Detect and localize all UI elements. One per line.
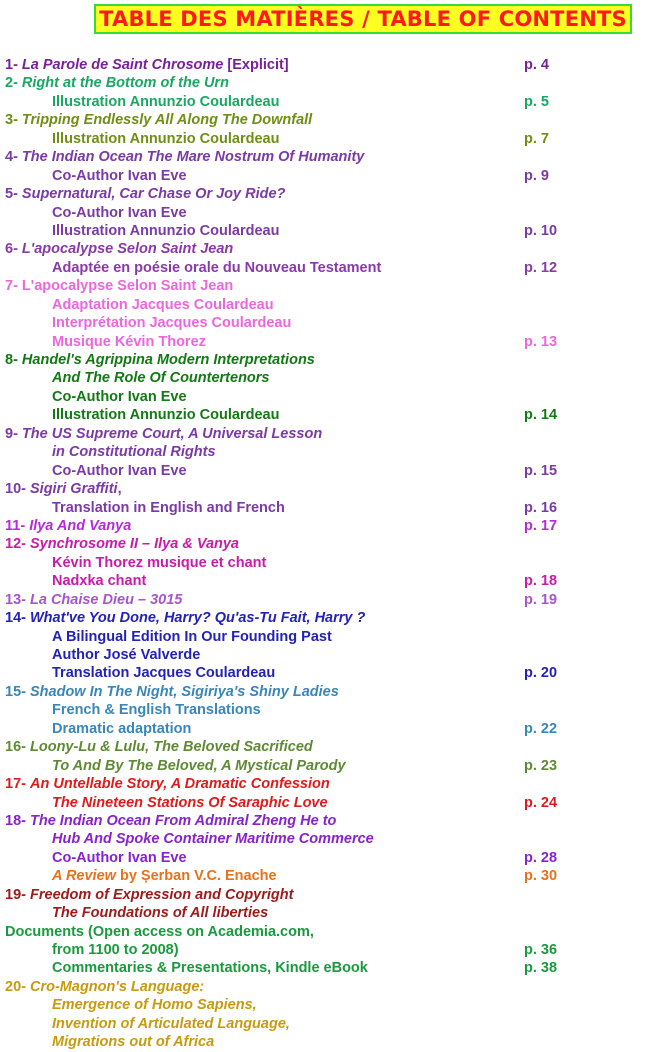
- toc-entry-part: 20-: [5, 978, 30, 995]
- toc-entry-part: Documents (Open access on Academia.com,: [5, 923, 314, 940]
- toc-entry-text: [5, 425, 322, 443]
- toc-entry-part: Dramatic adaptation: [52, 720, 192, 737]
- toc-entry-text: [5, 886, 293, 904]
- toc-entry-text: [52, 130, 279, 148]
- toc-line: [0, 628, 657, 646]
- toc-entry-part: Illustration Annunzio Coulardeau: [52, 407, 280, 424]
- toc-line: [0, 683, 657, 701]
- toc-line: [0, 738, 657, 756]
- toc-list: [0, 56, 657, 1052]
- toc-entry-text: [5, 775, 330, 793]
- toc-line: [0, 148, 657, 166]
- toc-entry-part: Co-Author Ivan Eve: [52, 462, 187, 479]
- toc-line: [0, 517, 657, 535]
- toc-entry-part: 9-: [5, 425, 22, 442]
- toc-entry-part: Ilya And Vanya: [29, 517, 132, 534]
- toc-entry-part: 6-: [5, 241, 22, 258]
- toc-page-number: p. 15: [524, 462, 558, 479]
- toc-line: [0, 664, 657, 682]
- toc-entry-part: The Nineteen Stations Of Saraphic Love: [52, 794, 328, 811]
- toc-page-number: p. 5: [524, 93, 549, 110]
- toc-line: [0, 591, 657, 609]
- toc-entry-part: Synchrosome II – Ilya & Vanya: [30, 536, 239, 553]
- toc-page-number: p. 30: [524, 868, 558, 885]
- toc-line: [0, 941, 657, 959]
- toc-entry-part: 18-: [5, 812, 30, 829]
- toc-entry-part: Illustration Annunzio Coulardeau: [52, 222, 280, 239]
- toc-line: [0, 74, 657, 92]
- toc-line: [0, 775, 657, 793]
- toc-line: [0, 130, 657, 148]
- toc-page-number: p. 22: [524, 720, 558, 737]
- toc-entry-part: Emergence of Homo Sapiens,: [52, 997, 257, 1014]
- toc-entry-part: Adaptation Jacques Coulardeau: [52, 296, 274, 313]
- toc-entry-part: L'apocalypse Selon Saint Jean: [21, 241, 234, 258]
- toc-entry-part: 19-: [5, 886, 30, 903]
- toc-entry-part: Co-Author Ivan Eve: [52, 849, 187, 866]
- toc-line: [0, 701, 657, 719]
- toc-line: [0, 996, 657, 1014]
- toc-entry-text: [5, 609, 365, 627]
- toc-entry-part: [Explicit]: [223, 57, 289, 73]
- toc-entry-text: [52, 314, 291, 332]
- toc-entry-part: 15-: [5, 683, 30, 700]
- toc-entry-part: 7- L'apocalypse Selon Saint Jean: [5, 278, 234, 295]
- toc-line: [0, 56, 657, 74]
- toc-line: [0, 425, 657, 443]
- toc-entry-part: Interprétation Jacques Coulardeau: [52, 315, 292, 332]
- toc-entry-text: [52, 959, 368, 977]
- toc-entry-part: 8-: [5, 352, 22, 368]
- toc-entry-part: Co-Author Ivan Eve: [52, 388, 187, 405]
- toc-line: [0, 646, 657, 664]
- toc-entry-part: 5-: [5, 186, 22, 203]
- toc-page-number: p. 28: [524, 849, 558, 866]
- toc-entry-text: [52, 1015, 290, 1033]
- toc-page-number: p. 10: [524, 222, 558, 239]
- toc-entry-part: French & English Translations: [52, 702, 261, 719]
- toc-line: [0, 222, 657, 240]
- toc-entry-part: Kévin Thorez musique et chant: [52, 554, 267, 571]
- toc-entry-part: And The Role Of Countertenors: [52, 370, 270, 387]
- toc-entry-part: Illustration Annunzio Coulardeau: [52, 93, 280, 110]
- toc-entry-text: [52, 794, 328, 812]
- toc-entry-text: [52, 664, 275, 682]
- toc-entry-part: Handel's Agrippina Modern Interpretations: [21, 352, 315, 368]
- toc-line: [0, 185, 657, 203]
- toc-line: [0, 462, 657, 480]
- toc-entry-part: The Indian Ocean From Admiral Zheng He to: [30, 812, 337, 829]
- toc-entry-text: [52, 296, 274, 314]
- toc-entry-text: [5, 111, 312, 129]
- toc-entry-part: ,: [117, 481, 122, 498]
- toc-entry-text: [52, 554, 266, 572]
- toc-entry-text: [5, 240, 233, 258]
- toc-entry-part: Migrations out of Africa: [52, 1034, 215, 1051]
- toc-line: [0, 259, 657, 277]
- toc-entry-text: [5, 517, 131, 535]
- toc-entry-part: Right at the Bottom of the Urn: [21, 75, 229, 92]
- toc-entry-part: by Șerban V.C. Enache: [115, 868, 277, 885]
- toc-entry-text: [52, 259, 381, 277]
- toc-entry-text: [5, 812, 336, 830]
- toc-line: [0, 720, 657, 738]
- toc-line: [0, 535, 657, 553]
- toc-entry-part: 4-: [5, 149, 22, 166]
- toc-line: [0, 277, 657, 295]
- toc-line: [0, 886, 657, 904]
- toc-entry-part: La Chaise Dieu – 3015: [30, 591, 183, 608]
- toc-entry-part: 1-: [5, 57, 22, 73]
- toc-line: [0, 849, 657, 867]
- toc-line: [0, 923, 657, 941]
- toc-entry-text: [5, 923, 314, 941]
- toc-line: [0, 1033, 657, 1051]
- toc-line: [0, 812, 657, 830]
- toc-entry-part: Co-Author Ivan Eve: [52, 204, 187, 221]
- toc-page-number: p. 4: [524, 57, 549, 73]
- toc-line: [0, 480, 657, 498]
- toc-line: [0, 369, 657, 387]
- toc-entry-text: [52, 167, 187, 185]
- toc-entry-text: [5, 591, 182, 609]
- toc-line: [0, 867, 657, 885]
- toc-entry-text: [52, 443, 216, 461]
- toc-page-number: p. 36: [524, 942, 558, 958]
- toc-entry-text: [52, 628, 332, 646]
- toc-line: [0, 296, 657, 314]
- toc-page-number: p. 18: [524, 573, 558, 590]
- toc-line: [0, 572, 657, 590]
- toc-entry-part: A Review: [52, 868, 116, 885]
- toc-entry-part: Nadxka chant: [52, 573, 147, 590]
- toc-entry-text: [52, 701, 261, 719]
- toc-entry-part: 17-: [5, 776, 30, 793]
- toc-entry-text: [5, 480, 122, 498]
- toc-entry-part: Cro-Magnon's Language:: [30, 978, 205, 995]
- toc-entry-part: Hub And Spoke Container Maritime Commerce: [52, 831, 374, 848]
- toc-entry-part: from 1100 to 2008): [52, 942, 179, 958]
- toc-page-number: p. 14: [524, 407, 558, 424]
- toc-entry-part: 16-: [5, 739, 30, 756]
- toc-entry-part: in Constitutional Rights: [52, 444, 216, 461]
- toc-entry-text: [52, 830, 374, 848]
- toc-entry-text: [52, 222, 279, 240]
- toc-entry-part: Adaptée en poésie orale du Nouveau Testament: [52, 259, 382, 276]
- toc-entry-part: To And By The Beloved, A Mystical Parody: [52, 757, 346, 774]
- toc-entry-part: 11-: [5, 517, 30, 534]
- toc-entry-text: [52, 941, 179, 959]
- toc-entry-part: What've You Done, Harry? Qu'as-Tu Fait, Harry ?: [30, 610, 366, 627]
- toc-line: [0, 978, 657, 996]
- toc-page-number: p. 17: [524, 517, 558, 534]
- toc-entry-part: The US Supreme Court, A Universal Lesson: [21, 425, 323, 442]
- toc-line: [0, 167, 657, 185]
- toc-entry-text: [52, 462, 187, 480]
- toc-entry-text: [52, 369, 270, 387]
- toc-entry-part: Commentaries & Presentations, Kindle eBook: [52, 960, 368, 977]
- toc-entry-part: Invention of Articulated Language,: [52, 1015, 290, 1032]
- toc-entry-part: Tripping Endlessly All Along The Downfall: [21, 112, 313, 129]
- toc-entry-text: [52, 849, 187, 867]
- toc-line: [0, 904, 657, 922]
- toc-page-number: p. 20: [524, 665, 558, 682]
- toc-page-number: p. 7: [524, 130, 549, 147]
- toc-entry-part: Musique Kévin Thorez: [52, 333, 206, 350]
- toc-entry-text: [52, 1033, 214, 1051]
- toc-entry-text: [52, 646, 200, 664]
- toc-entry-text: [5, 185, 285, 203]
- toc-page-number: p. 23: [524, 757, 558, 774]
- toc-page-number: p. 38: [524, 960, 558, 977]
- toc-entry-text: [52, 406, 279, 424]
- toc-entry-text: [52, 757, 346, 775]
- toc-line: [0, 443, 657, 461]
- toc-line: [0, 794, 657, 812]
- toc-entry-text: [5, 535, 239, 553]
- toc-page-number: p. 16: [524, 499, 558, 516]
- toc-entry-text: [5, 56, 289, 74]
- toc-entry-part: Illustration Annunzio Coulardeau: [52, 130, 280, 147]
- toc-entry-part: Co-Author Ivan Eve: [52, 167, 187, 184]
- toc-entry-text: [5, 683, 339, 701]
- toc-line: [0, 959, 657, 977]
- toc-entry-text: [52, 867, 277, 885]
- toc-line: [0, 554, 657, 572]
- toc-entry-text: [5, 978, 204, 996]
- toc-entry-part: 14-: [5, 610, 30, 627]
- toc-entry-part: 2-: [5, 75, 22, 92]
- toc-entry-text: [5, 74, 229, 92]
- toc-entry-part: An Untellable Story, A Dramatic Confession: [30, 776, 330, 793]
- toc-entry-part: Supernatural, Car Chase Or Joy Ride?: [21, 186, 286, 203]
- toc-line: [0, 1015, 657, 1033]
- toc-entry-part: The Foundations of All liberties: [52, 905, 269, 922]
- toc-entry-part: A Bilingual Edition In Our Founding Past: [52, 628, 332, 645]
- toc-page-number: p. 9: [524, 167, 549, 184]
- toc-entry-part: Freedom of Expression and Copyright: [30, 886, 294, 903]
- toc-entry-part: La Parole de Saint Chrosome: [21, 57, 224, 73]
- toc-line: [0, 240, 657, 258]
- toc-line: [0, 111, 657, 129]
- toc-entry-part: Translation Jacques Coulardeau: [52, 665, 276, 682]
- toc-entry-part: 10-: [5, 481, 30, 498]
- toc-entry-text: [52, 499, 285, 517]
- toc-entry-text: [52, 996, 257, 1014]
- toc-page-number: p. 12: [524, 259, 558, 276]
- toc-title: TABLE DES MATIÈRES / TABLE OF CONTENTS: [99, 7, 627, 31]
- toc-entry-part: Author José Valverde: [52, 647, 201, 663]
- toc-line: [0, 499, 657, 517]
- toc-entry-part: Loony-Lu & Lulu, The Beloved Sacrificed: [30, 739, 313, 756]
- toc-entry-part: Translation in English and French: [52, 499, 285, 516]
- toc-line: [0, 406, 657, 424]
- toc-entry-part: Sigiri Graffiti: [30, 481, 118, 498]
- toc-entry-text: [5, 351, 315, 369]
- toc-line: [0, 93, 657, 111]
- toc-line: [0, 609, 657, 627]
- toc-entry-part: Shadow In The Night, Sigiriya's Shiny Ladies: [30, 683, 339, 700]
- toc-page-number: p. 13: [524, 333, 558, 350]
- toc-entry-text: [52, 904, 268, 922]
- toc-title-banner: [94, 4, 632, 34]
- toc-entry-text: [5, 148, 364, 166]
- toc-line: [0, 314, 657, 332]
- toc-line: [0, 830, 657, 848]
- toc-entry-part: The Indian Ocean The Mare Nostrum Of Humanity: [21, 149, 365, 166]
- toc-entry-part: 12-: [5, 536, 30, 553]
- toc-entry-text: [52, 333, 206, 351]
- toc-line: [0, 351, 657, 369]
- toc-line: [0, 757, 657, 775]
- toc-entry-part: 13-: [5, 591, 30, 608]
- toc-entry-text: [52, 572, 146, 590]
- toc-entry-text: [5, 738, 313, 756]
- toc-entry-text: [52, 720, 191, 738]
- toc-line: [0, 388, 657, 406]
- toc-page-number: p. 19: [524, 591, 558, 608]
- toc-page-number: p. 24: [524, 794, 558, 811]
- toc-entry-part: 3-: [5, 112, 22, 129]
- toc-entry-text: [52, 204, 187, 222]
- toc-entry-text: [5, 277, 233, 295]
- toc-line: [0, 204, 657, 222]
- toc-line: [0, 333, 657, 351]
- toc-entry-text: [52, 388, 187, 406]
- toc-entry-text: [52, 93, 279, 111]
